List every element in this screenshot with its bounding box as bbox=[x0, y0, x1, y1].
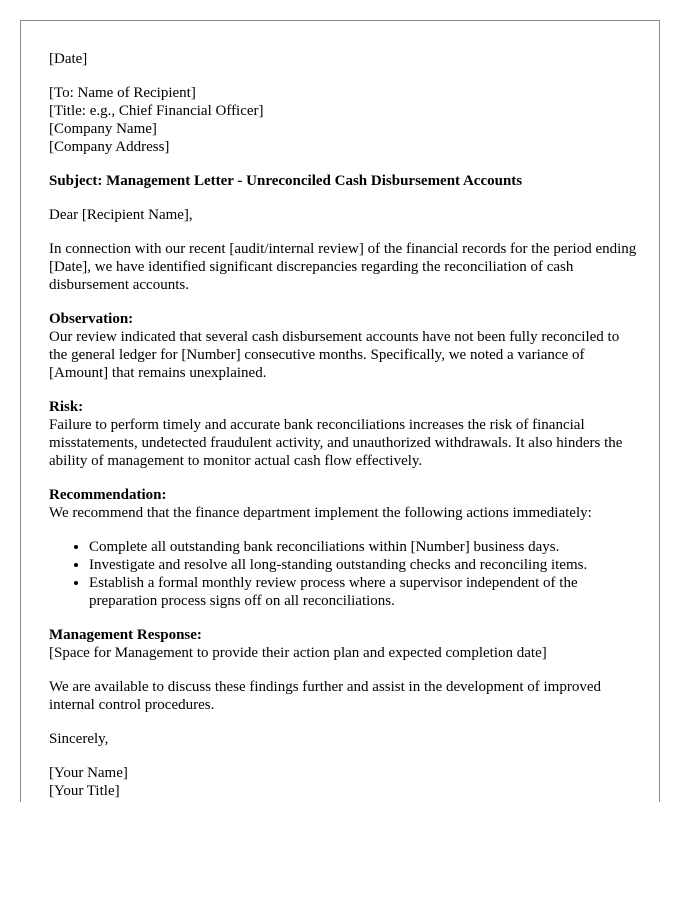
recipient-company: [Company Name] bbox=[49, 121, 157, 137]
observation-text: Our review indicated that several cash disbursement accounts have not been fully reconciled to the general ledger for [Number] consecutive months. Specifically, we noted a variance of [Amount] that remains unexplained. bbox=[49, 329, 620, 381]
list-item: • Complete all outstanding bank reconciliations within [Number] business days. bbox=[89, 538, 639, 556]
valediction: Sincerely, bbox=[49, 731, 109, 747]
management-response-heading: Management Response: bbox=[49, 627, 202, 643]
risk-text: Failure to perform timely and accurate bank reconciliations increases the risk of financial misstatements, undetected fraudulent activity, and unauthorized withdrawals. It also hinders the ability of management to monitor actual cash flow effectively. bbox=[49, 417, 623, 469]
letter-content bbox=[49, 50, 639, 802]
list-item: • Establish a formal monthly review process where a supervisor independent of the preparation process signs off on all reconciliations. bbox=[89, 574, 639, 610]
recipient-block bbox=[49, 84, 639, 156]
letter-page bbox=[20, 20, 660, 802]
list-item: • Investigate and resolve all long-standing outstanding checks and reconciling items. bbox=[89, 556, 639, 574]
recommendation-list bbox=[49, 538, 639, 610]
letter-subject: Subject: Management Letter - Unreconciled Cash Disbursement Accounts bbox=[49, 173, 523, 189]
recommendation-section bbox=[49, 486, 639, 522]
management-response-section bbox=[49, 626, 639, 662]
intro-paragraph: In connection with our recent [audit/internal review] of the financial records for the period ending [Date], we have identified significant discrepancies regarding the reconciliation of cash disbursement accounts. bbox=[49, 241, 637, 293]
signature-block bbox=[49, 764, 639, 800]
signature-name: [Your Name] bbox=[49, 765, 128, 781]
recommendation-heading: Recommendation: bbox=[49, 487, 167, 503]
management-response-text: [Space for Management to provide their action plan and expected completion date] bbox=[49, 645, 547, 661]
recipient-name: [To: Name of Recipient] bbox=[49, 85, 196, 101]
observation-section bbox=[49, 310, 639, 382]
recipient-title: [Title: e.g., Chief Financial Officer] bbox=[49, 103, 264, 119]
closing-paragraph: We are available to discuss these findings further and assist in the development of improved internal control procedures. bbox=[49, 679, 601, 713]
risk-heading: Risk: bbox=[49, 399, 84, 415]
recommendation-text: We recommend that the finance department implement the following actions immediately: bbox=[49, 505, 592, 521]
recipient-address: [Company Address] bbox=[49, 139, 170, 155]
observation-heading: Observation: bbox=[49, 311, 134, 327]
letter-date: [Date] bbox=[49, 51, 88, 67]
risk-section bbox=[49, 398, 639, 470]
signature-title: [Your Title] bbox=[49, 783, 120, 799]
letter-salutation: Dear [Recipient Name], bbox=[49, 207, 193, 223]
